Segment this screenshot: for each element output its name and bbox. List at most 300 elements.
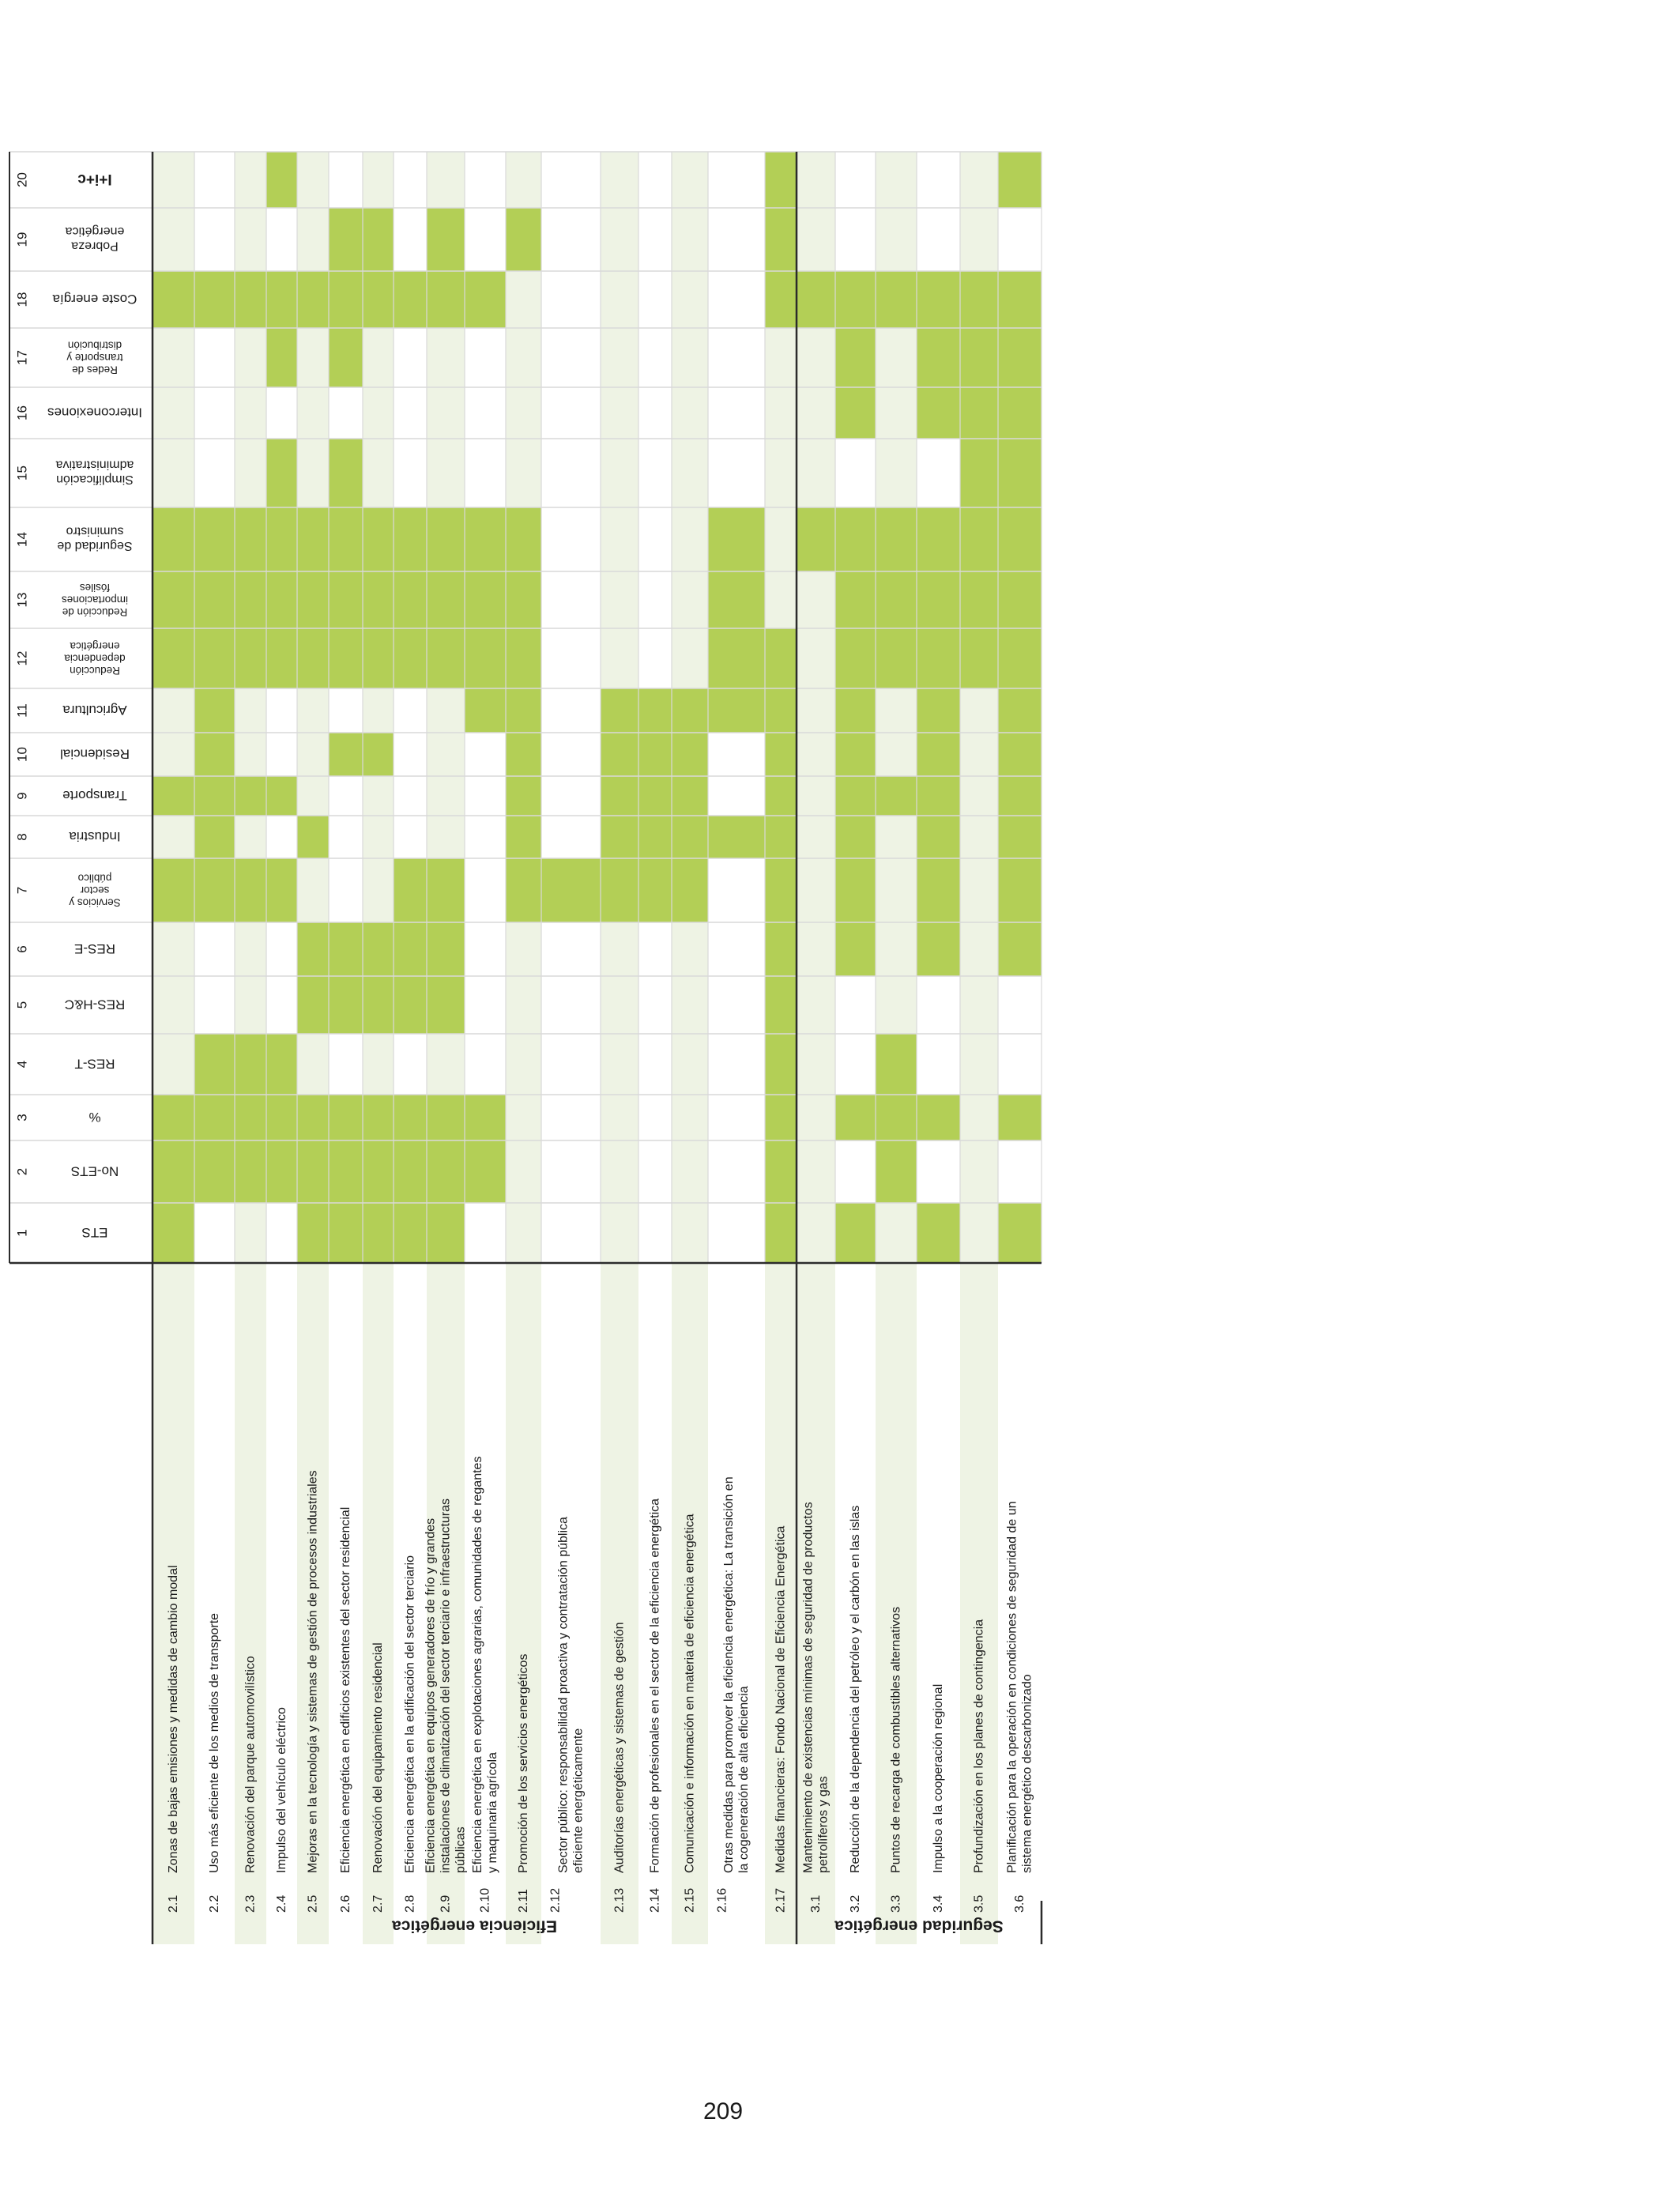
matrix-cell — [465, 439, 506, 507]
column-label: RES-T — [74, 1056, 115, 1072]
matrix-cell — [427, 776, 465, 816]
matrix-cell — [506, 1095, 541, 1140]
matrix-cell — [917, 1034, 960, 1095]
matrix-cell — [708, 688, 765, 733]
measure-number: 2.1 — [167, 1894, 180, 1913]
matrix-cell — [765, 976, 797, 1034]
matrix-cell — [394, 688, 427, 733]
matrix-cell — [297, 271, 329, 328]
matrix-cell — [876, 733, 917, 776]
matrix-cell — [917, 858, 960, 922]
matrix-cell — [194, 208, 235, 271]
matrix-cell — [638, 733, 672, 776]
matrix-cell — [835, 507, 876, 571]
matrix-cell — [427, 1095, 465, 1140]
column-label: Transporte — [62, 788, 127, 804]
measure-number: 3.2 — [849, 1894, 862, 1913]
matrix-cell — [329, 1095, 363, 1140]
matrix-cell — [601, 733, 638, 776]
matrix-cell — [363, 328, 394, 387]
matrix-cell — [465, 976, 506, 1034]
matrix-cell — [427, 1203, 465, 1263]
matrix-cell — [960, 152, 998, 208]
matrix-cell — [601, 571, 638, 628]
group-label: Seguridad energética — [834, 1917, 1004, 1936]
matrix-cell — [427, 733, 465, 776]
matrix-cell — [506, 439, 541, 507]
measure-label-band — [998, 1263, 1042, 1944]
column-number: 2 — [14, 1167, 30, 1176]
matrix-cell — [541, 387, 601, 439]
matrix-cell — [194, 776, 235, 816]
matrix-cell — [638, 816, 672, 858]
matrix-cell — [194, 439, 235, 507]
matrix-cell — [998, 976, 1042, 1034]
matrix-cell — [541, 1140, 601, 1203]
matrix-cell — [235, 1034, 266, 1095]
matrix-cell — [266, 976, 297, 1034]
matrix-cell — [765, 328, 797, 387]
matrix-cell — [708, 816, 765, 858]
measure-label-band — [541, 1263, 601, 1944]
matrix-cell — [427, 152, 465, 208]
matrix-cell — [917, 922, 960, 976]
matrix-cell — [998, 1203, 1042, 1263]
matrix-cell — [672, 776, 708, 816]
matrix-cell — [672, 507, 708, 571]
matrix-cell — [541, 688, 601, 733]
matrix-cell — [465, 922, 506, 976]
measure-number: 2.14 — [648, 1887, 662, 1913]
measure-label: Profundización en los planes de contingencia — [972, 1619, 986, 1873]
matrix-cell — [835, 439, 876, 507]
matrix-cell — [601, 1140, 638, 1203]
matrix-cell — [506, 387, 541, 439]
matrix-cell — [876, 152, 917, 208]
matrix-cell — [465, 328, 506, 387]
matrix-cell — [835, 1095, 876, 1140]
column-label: Pobrezaenergética — [65, 224, 125, 253]
matrix-cell — [394, 1095, 427, 1140]
matrix-cell — [960, 271, 998, 328]
matrix-cell — [363, 733, 394, 776]
column-number: 3 — [14, 1114, 30, 1122]
column-label: RES-H&C — [64, 997, 126, 1012]
matrix-cell — [672, 328, 708, 387]
matrix-cell — [329, 776, 363, 816]
matrix-cell — [194, 328, 235, 387]
matrix-cell — [465, 628, 506, 688]
matrix-cell — [427, 858, 465, 922]
matrix-cell — [394, 1140, 427, 1203]
matrix-cell — [541, 1203, 601, 1263]
matrix-cell — [876, 1140, 917, 1203]
matrix-cell — [708, 922, 765, 976]
matrix-cell — [394, 271, 427, 328]
matrix-cell — [266, 688, 297, 733]
matrix-cell — [638, 1034, 672, 1095]
matrix-cell — [960, 776, 998, 816]
measure-label: Medidas financieras: Fondo Nacional de Eficiencia Energética — [774, 1525, 788, 1873]
matrix-cell — [960, 1140, 998, 1203]
matrix-cell — [998, 439, 1042, 507]
matrix-cell — [427, 976, 465, 1034]
matrix-cell — [638, 628, 672, 688]
matrix-cell — [708, 571, 765, 628]
matrix-cell — [394, 776, 427, 816]
matrix-cell — [601, 271, 638, 328]
measure-number: 2.10 — [478, 1887, 492, 1913]
matrix-cell — [638, 1140, 672, 1203]
matrix-cell — [465, 858, 506, 922]
matrix-cell — [506, 733, 541, 776]
matrix-cell — [672, 1034, 708, 1095]
column-label: Simplificaciónadministrativa — [55, 458, 134, 487]
matrix-cell — [394, 328, 427, 387]
matrix-cell — [541, 628, 601, 688]
matrix-cell — [194, 1034, 235, 1095]
matrix-cell — [465, 208, 506, 271]
matrix-cell — [427, 271, 465, 328]
matrix-cell — [266, 858, 297, 922]
matrix-cell — [797, 628, 835, 688]
matrix-cell — [797, 1034, 835, 1095]
measure-label: Puntos de recarga de combustibles alternativos — [889, 1606, 903, 1873]
matrix-cell — [297, 858, 329, 922]
matrix-cell — [541, 1095, 601, 1140]
matrix-cell — [465, 1203, 506, 1263]
matrix-cell — [601, 776, 638, 816]
matrix-cell — [672, 1095, 708, 1140]
matrix-cell — [998, 688, 1042, 733]
matrix-cell — [363, 922, 394, 976]
measure-label: Zonas de bajas emisiones y medidas de cambio modal — [167, 1565, 180, 1873]
matrix-cell — [876, 776, 917, 816]
matrix-cell — [672, 152, 708, 208]
matrix-cell — [506, 152, 541, 208]
matrix-cell — [329, 1203, 363, 1263]
matrix-cell — [153, 776, 194, 816]
column-number: 11 — [14, 703, 30, 718]
matrix-cell — [765, 387, 797, 439]
measure-label: Renovación del equipamiento residencial — [371, 1642, 385, 1873]
matrix-cell — [672, 1140, 708, 1203]
matrix-cell — [638, 271, 672, 328]
matrix-cell — [601, 858, 638, 922]
matrix-cell — [506, 1203, 541, 1263]
matrix-cell — [427, 208, 465, 271]
matrix-cell — [153, 571, 194, 628]
column-label: Industria — [69, 829, 121, 845]
matrix-cell — [153, 152, 194, 208]
matrix-cell — [960, 816, 998, 858]
matrix-cell — [427, 571, 465, 628]
matrix-cell — [427, 328, 465, 387]
matrix-cell — [917, 328, 960, 387]
matrix-cell — [708, 1034, 765, 1095]
matrix-cell — [601, 922, 638, 976]
matrix-cell — [427, 628, 465, 688]
matrix-cell — [297, 152, 329, 208]
matrix-cell — [672, 387, 708, 439]
matrix-cell — [797, 976, 835, 1034]
matrix-cell — [297, 733, 329, 776]
matrix-cell — [506, 1140, 541, 1203]
matrix-cell — [394, 439, 427, 507]
matrix-cell — [541, 571, 601, 628]
matrix-cell — [266, 439, 297, 507]
measure-number: 3.1 — [809, 1894, 823, 1913]
matrix-cell — [297, 507, 329, 571]
matrix-cell — [194, 733, 235, 776]
matrix-cell — [194, 688, 235, 733]
matrix-cell — [194, 816, 235, 858]
matrix-cell — [363, 152, 394, 208]
matrix-cell — [153, 628, 194, 688]
matrix-cell — [541, 271, 601, 328]
matrix-cell — [765, 628, 797, 688]
matrix-cell — [297, 439, 329, 507]
matrix-cell — [266, 1140, 297, 1203]
matrix-cell — [638, 152, 672, 208]
matrix-cell — [235, 733, 266, 776]
matrix-cell — [363, 387, 394, 439]
column-number: 20 — [14, 172, 30, 187]
matrix-cell — [708, 387, 765, 439]
matrix-cell — [363, 816, 394, 858]
measure-number: 2.3 — [243, 1894, 258, 1913]
matrix-cell — [917, 507, 960, 571]
matrix-cell — [960, 387, 998, 439]
matrix-cell — [835, 152, 876, 208]
matrix-cell — [998, 208, 1042, 271]
matrix-cell — [601, 1095, 638, 1140]
matrix-cell — [297, 1034, 329, 1095]
column-number: 5 — [14, 1001, 30, 1009]
matrix-cell — [601, 976, 638, 1034]
matrix-cell — [960, 1095, 998, 1140]
matrix-cell — [876, 976, 917, 1034]
matrix-cell — [329, 328, 363, 387]
matrix-cell — [153, 507, 194, 571]
matrix-cell — [329, 858, 363, 922]
matrix-cell — [541, 976, 601, 1034]
matrix-cell — [541, 439, 601, 507]
measure-label: Impulso del vehículo eléctrico — [275, 1707, 288, 1873]
matrix-cell — [797, 328, 835, 387]
column-label: Reduccióndependenciaenergética — [64, 639, 126, 677]
matrix-cell — [235, 688, 266, 733]
matrix-cell — [427, 1034, 465, 1095]
matrix-cell — [297, 1140, 329, 1203]
matrix-cell — [998, 328, 1042, 387]
matrix-cell — [765, 858, 797, 922]
matrix-cell — [194, 976, 235, 1034]
matrix-cell — [506, 571, 541, 628]
matrix-cell — [363, 208, 394, 271]
matrix-cell — [917, 439, 960, 507]
matrix-cell — [394, 208, 427, 271]
matrix-cell — [194, 1203, 235, 1263]
matrix-cell — [998, 776, 1042, 816]
matrix-cell — [835, 628, 876, 688]
matrix-cell — [917, 1095, 960, 1140]
measure-label-band — [708, 1263, 765, 1944]
column-number: 12 — [14, 650, 30, 666]
matrix-cell — [235, 1140, 266, 1203]
matrix-cell — [672, 439, 708, 507]
matrix-cell — [297, 776, 329, 816]
matrix-cell — [394, 816, 427, 858]
matrix-cell — [329, 1140, 363, 1203]
matrix-cell — [506, 816, 541, 858]
matrix-cell — [835, 733, 876, 776]
matrix-cell — [835, 387, 876, 439]
matrix-cell — [297, 571, 329, 628]
matrix-cell — [541, 208, 601, 271]
matrix-cell — [194, 387, 235, 439]
matrix-cell — [266, 208, 297, 271]
matrix-cell — [672, 1203, 708, 1263]
matrix-cell — [601, 208, 638, 271]
matrix-cell — [394, 628, 427, 688]
measure-number: 2.5 — [306, 1894, 320, 1913]
matrix-cell — [638, 328, 672, 387]
matrix-cell — [427, 387, 465, 439]
matrix-cell — [506, 328, 541, 387]
matrix-cell — [465, 1140, 506, 1203]
matrix-cell — [329, 922, 363, 976]
matrix-cell — [960, 628, 998, 688]
matrix-cell — [876, 507, 917, 571]
matrix-cell — [638, 976, 672, 1034]
column-number: 1 — [14, 1229, 30, 1237]
measure-label: Eficiencia energética en equipos generadores de frío y grandes instalaciones de climatización del sector terciario e infraestructuras públicas — [424, 1498, 468, 1873]
matrix-cell — [465, 688, 506, 733]
matrix-cell — [638, 387, 672, 439]
matrix-cell — [638, 439, 672, 507]
measure-number: 2.11 — [517, 1889, 530, 1913]
matrix-cell — [797, 507, 835, 571]
matrix-cell — [194, 271, 235, 328]
measure-label: Planificación para la operación en condiciones de seguridad de un sistema energético descarbonizado — [1005, 1501, 1034, 1873]
matrix-cell — [394, 922, 427, 976]
matrix-cell — [266, 571, 297, 628]
matrix-cell — [917, 271, 960, 328]
matrix-cell — [960, 922, 998, 976]
matrix-cell — [835, 976, 876, 1034]
matrix-cell — [329, 152, 363, 208]
matrix-cell — [297, 922, 329, 976]
matrix-cell — [601, 507, 638, 571]
matrix-cell — [835, 816, 876, 858]
measure-label: Uso más eficiente de los medios de transporte — [208, 1612, 221, 1873]
matrix-cell — [835, 688, 876, 733]
matrix-cells — [153, 152, 1042, 1944]
matrix-cell — [153, 439, 194, 507]
measure-number: 2.12 — [548, 1887, 563, 1913]
matrix-cell — [638, 571, 672, 628]
matrix-cell — [708, 328, 765, 387]
matrix-cell — [917, 628, 960, 688]
matrix-cell — [153, 1203, 194, 1263]
measure-number: 3.4 — [932, 1894, 945, 1913]
matrix-cell — [998, 858, 1042, 922]
matrix-cell — [329, 208, 363, 271]
matrix-cell — [427, 507, 465, 571]
matrix-cell — [835, 208, 876, 271]
matrix-cell — [601, 439, 638, 507]
matrix-cell — [765, 922, 797, 976]
matrix-cell — [708, 152, 765, 208]
matrix-cell — [765, 1140, 797, 1203]
matrix-cell — [672, 688, 708, 733]
matrix-cell — [427, 688, 465, 733]
matrix-cell — [917, 776, 960, 816]
matrix-cell — [153, 1140, 194, 1203]
matrix-cell — [960, 208, 998, 271]
measure-number: 3.6 — [1013, 1894, 1026, 1913]
matrix-cell — [266, 628, 297, 688]
matrix-cell — [394, 733, 427, 776]
column-number: 13 — [14, 592, 30, 608]
matrix-cell — [194, 1140, 235, 1203]
matrix-cell — [427, 439, 465, 507]
column-label: % — [89, 1110, 101, 1125]
matrix-cell — [638, 507, 672, 571]
matrix-cell — [153, 1034, 194, 1095]
column-number: 9 — [14, 792, 30, 800]
column-label: RES-E — [74, 941, 115, 957]
matrix-cell — [835, 1203, 876, 1263]
matrix-cell — [329, 387, 363, 439]
measure-label: Renovación del parque automovilístico — [243, 1656, 258, 1873]
matrix-cell — [876, 571, 917, 628]
matrix-cell — [153, 208, 194, 271]
matrix-cell — [638, 858, 672, 922]
matrix-cell — [153, 816, 194, 858]
matrix-cell — [235, 571, 266, 628]
matrix-cell — [638, 208, 672, 271]
measure-label: Promoción de los servicios energéticos — [517, 1653, 530, 1873]
matrix-cell — [960, 976, 998, 1034]
matrix-cell — [506, 922, 541, 976]
measure-number: 2.2 — [208, 1894, 221, 1913]
matrix-cell — [235, 858, 266, 922]
matrix-cell — [835, 328, 876, 387]
column-headers — [15, 171, 143, 1240]
matrix-cell — [541, 507, 601, 571]
matrix-cell — [235, 1203, 266, 1263]
matrix-cell — [235, 1095, 266, 1140]
matrix-cell — [153, 271, 194, 328]
matrix-cell — [427, 816, 465, 858]
matrix-cell — [876, 1095, 917, 1140]
matrix-cell — [266, 922, 297, 976]
matrix-cell — [541, 733, 601, 776]
column-label: Agricultura — [62, 703, 127, 718]
measure-number: 2.15 — [683, 1887, 697, 1913]
matrix-cell — [363, 628, 394, 688]
matrix-cell — [708, 271, 765, 328]
measure-label: Mantenimiento de existencias mínimas de seguridad de productos petrolíferos y gas — [801, 1502, 831, 1873]
matrix-cell — [876, 271, 917, 328]
column-number: 6 — [14, 945, 30, 953]
matrix-cell — [601, 1203, 638, 1263]
matrix-cell — [465, 571, 506, 628]
matrix-cell — [194, 571, 235, 628]
measure-number: 2.17 — [774, 1887, 788, 1913]
